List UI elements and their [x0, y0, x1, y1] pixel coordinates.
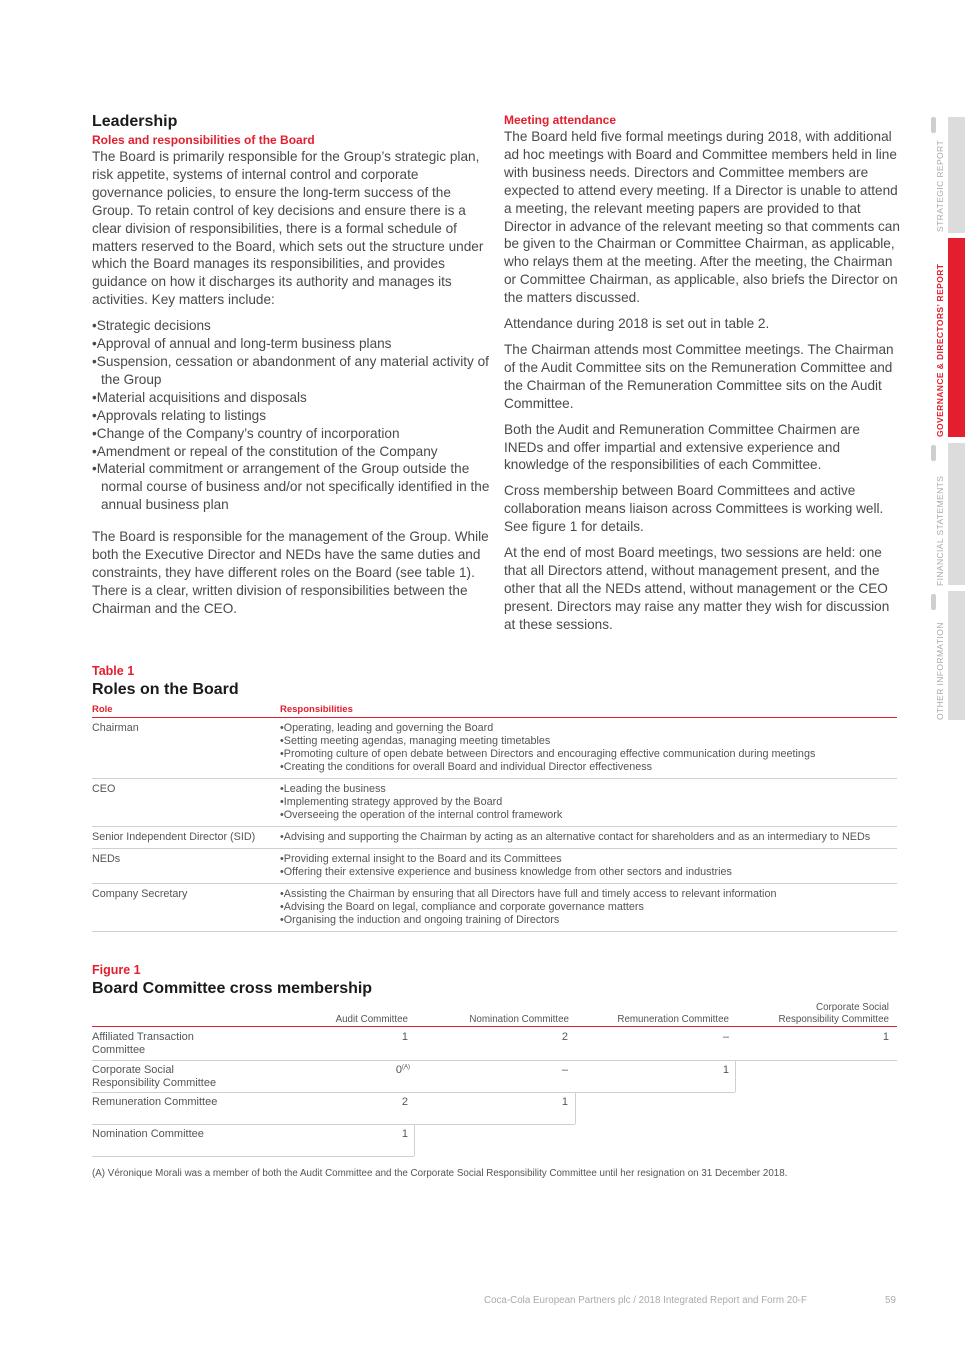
responsibility-item: • Providing external insight to the Board and its Committees: [280, 853, 897, 866]
roles-subheading: Roles and responsibilities of the Board: [92, 133, 315, 147]
attendance-paragraph: Both the Audit and Remuneration Committee Chairmen are INEDs and offer impartial and extensive experience and knowledge of the responsibilities of each Committee.: [504, 421, 860, 473]
list-item: • Approval of annual and long-term business plans: [92, 335, 492, 353]
role-cell: CEO: [92, 779, 280, 827]
row-divider: [92, 1124, 575, 1125]
figure-title: Board Committee cross membership: [92, 980, 373, 997]
list-item: • Material acquisitions and disposals: [92, 389, 492, 407]
matrix-cell: 1: [882, 1031, 889, 1043]
table-label: Table 1: [92, 664, 135, 678]
role-cell: NEDs: [92, 849, 280, 884]
cross-membership-matrix: [92, 1000, 897, 1160]
leadership-heading: Leadership: [92, 113, 178, 130]
responsibility-item: • Overseeing the operation of the internal control framework: [280, 809, 897, 822]
list-item: • Amendment or repeal of the constitution of the Company: [92, 443, 492, 461]
page-number: 59: [885, 1295, 896, 1306]
row-label-remuneration: Remuneration Committee: [92, 1096, 218, 1108]
table-roles-on-board: [92, 663, 897, 932]
column-header-csr: Corporate Social Responsibility Committee: [778, 1002, 889, 1025]
list-item: • Material commitment or arrangement of the Group outside the normal course of business and/or not specifically identified in the annual business plan: [92, 460, 492, 514]
responsibilities-cell: [280, 718, 897, 779]
responsibility-item: • Advising and supporting the Chairman by acting as an alternative contact for shareholders and as an intermediary to NEDs: [280, 831, 897, 844]
matrix-cell: 1: [722, 1064, 729, 1076]
cell-value: 0: [395, 1064, 402, 1076]
list-item: • Approvals relating to listings: [92, 407, 492, 425]
list-item: • Strategic decisions: [92, 317, 492, 335]
matrix-cell: –: [722, 1031, 729, 1043]
row-divider: [92, 1060, 735, 1061]
attendance-paragraph: The Board held five formal meetings during 2018, with additional ad hoc meetings with Board and Committee members held in line with business needs. Directors and Committee members are expected to attend every meeting. If a Director is unable to attend a meeting, the relevant meeting papers are provided to that Director in advance of the relevant meeting so that comments can be given to the Chairman or Committee Chairman, as applicable, who relays them at the meeting. After the meeting, the Chairman or Committee Chairman, as applicable, also briefs the Director on the matters discussed.: [504, 129, 900, 306]
tab-marker-icon: [931, 445, 936, 461]
responsibilities-cell: [280, 849, 897, 884]
row-divider: [735, 1060, 897, 1061]
table-row: [92, 827, 897, 849]
leadership-column: [92, 112, 492, 626]
role-cell: Senior Independent Director (SID): [92, 827, 280, 849]
side-tab-strategic[interactable]: [948, 117, 965, 233]
responsibility-item: • Implementing strategy approved by the Board: [280, 796, 897, 809]
responsibilities-cell: [280, 884, 897, 932]
responsibility-item: • Creating the conditions for overall Board and individual Director effectiveness: [280, 761, 897, 774]
matrix-cell: 1: [401, 1031, 408, 1043]
matrix-cell: 1: [561, 1096, 568, 1108]
matrix-cell: 2: [561, 1031, 568, 1043]
row-label-nomination: Nomination Committee: [92, 1128, 204, 1140]
side-tab-governance[interactable]: [948, 238, 965, 437]
column-header-role: Role: [92, 702, 280, 718]
table-row: [92, 718, 897, 779]
footnote-marker: (A): [402, 1064, 410, 1071]
table-row: [92, 884, 897, 932]
figure-label: Figure 1: [92, 963, 141, 977]
step-divider: [575, 1092, 576, 1124]
responsibility-item: • Organising the induction and ongoing training of Directors: [280, 914, 897, 927]
side-tab-financial[interactable]: [948, 443, 965, 585]
figure-footnote: (A) Véronique Morali was a member of both the Audit Committee and the Corporate Social Responsibility Committee until her resignation on 31 December 2018.: [92, 1168, 788, 1179]
responsibility-item: • Setting meeting agendas, managing meeting timetables: [280, 735, 897, 748]
side-label-financial[interactable]: FINANCIAL STATEMENTS: [935, 475, 945, 586]
tab-marker-icon: [931, 117, 936, 133]
attendance-paragraph: At the end of most Board meetings, two sessions are held: one that all Directors attend, without management present, and the other that all the NEDs attend, without management or the CEO present. Directors may raise any matter they wish for discussion at these sessions.: [504, 545, 890, 632]
row-divider: [92, 1092, 735, 1093]
table-row: [92, 779, 897, 827]
step-divider: [414, 1124, 415, 1156]
matrix-cell: –: [561, 1064, 568, 1076]
responsibilities-cell: [280, 827, 897, 849]
matrix-cell: [360, 1064, 410, 1076]
roles-table: [92, 702, 897, 932]
column-header-responsibilities: Responsibilities: [280, 702, 897, 718]
header-rule: [92, 1026, 897, 1027]
responsibility-item: • Advising the Board on legal, compliance and corporate governance matters: [280, 901, 897, 914]
responsibility-item: • Offering their extensive experience and business knowledge from other sectors and industries: [280, 866, 897, 879]
column-header-remuneration: Remuneration Committee: [617, 1014, 729, 1025]
key-matters-list: [92, 317, 492, 514]
table-title: Roles on the Board: [92, 681, 239, 698]
responsibility-item: • Leading the business: [280, 783, 897, 796]
table-row: [92, 849, 897, 884]
side-tab-other[interactable]: [948, 591, 965, 720]
tab-marker-icon: [931, 594, 936, 610]
column-header-nomination: Nomination Committee: [469, 1014, 569, 1025]
figure-caption: [92, 962, 897, 999]
attendance-column: [504, 112, 900, 642]
list-item: • Suspension, cessation or abandonment of any material activity of the Group: [92, 353, 492, 389]
role-cell: Company Secretary: [92, 884, 280, 932]
attendance-paragraph: Attendance during 2018 is set out in table 2.: [504, 316, 770, 332]
attendance-paragraph: Cross membership between Board Committees and active collaboration means liaison across Committees is working well. See figure 1 for details.: [504, 483, 884, 535]
role-cell: Chairman: [92, 718, 280, 779]
side-label-other[interactable]: OTHER INFORMATION: [935, 622, 945, 720]
responsibilities-cell: [280, 779, 897, 827]
list-item: • Change of the Company’s country of incorporation: [92, 425, 492, 443]
leadership-closing: The Board is responsible for the management of the Group. While both the Executive Director and NEDs have the same duties and constraints, they have different roles on the Board (see table 1). There is a clear, written division of responsibilities between the Chairman and the CEO.: [92, 529, 489, 616]
attendance-paragraph: The Chairman attends most Committee meetings. The Chairman of the Audit Committee sits on the Remuneration Committee and the Chairman of the Remuneration Committee sits on the Audit Committee.: [504, 341, 894, 411]
row-divider: [92, 1156, 414, 1157]
column-header-audit: Audit Committee: [335, 1014, 408, 1025]
responsibility-item: • Operating, leading and governing the Board: [280, 722, 897, 735]
leadership-intro: The Board is primarily responsible for the Group’s strategic plan, risk appetite, systems of internal control and corporate governance policies, to ensure the long-term success of the Group. To retain control of key decisions and ensure there is a clear division of responsibilities, there is a formal schedule of matters reserved to the Board, which sets out the structure under which the Board manages its responsibilities, and provides guidance on how it discharges its authority and manages its activities. Key matters include:: [92, 149, 484, 308]
side-label-strategic[interactable]: STRATEGIC REPORT: [935, 139, 945, 232]
matrix-cell: 2: [401, 1096, 408, 1108]
matrix-cell: 1: [401, 1128, 408, 1140]
side-label-governance[interactable]: GOVERNANCE & DIRECTORS’ REPORT: [935, 263, 945, 437]
footer-publication: Coca-Cola European Partners plc / 2018 Integrated Report and Form 20-F: [484, 1295, 807, 1306]
step-divider: [735, 1060, 736, 1092]
responsibility-item: • Promoting culture of open debate between Directors and encouraging effective communication during meetings: [280, 748, 897, 761]
attendance-heading: Meeting attendance: [504, 113, 617, 127]
responsibility-item: • Assisting the Chairman by ensuring that all Directors have full and timely access to relevant information: [280, 888, 897, 901]
row-label-affiliated: Affiliated Transaction Committee: [92, 1031, 194, 1056]
row-label-csr: Corporate Social Responsibility Committee: [92, 1064, 217, 1089]
